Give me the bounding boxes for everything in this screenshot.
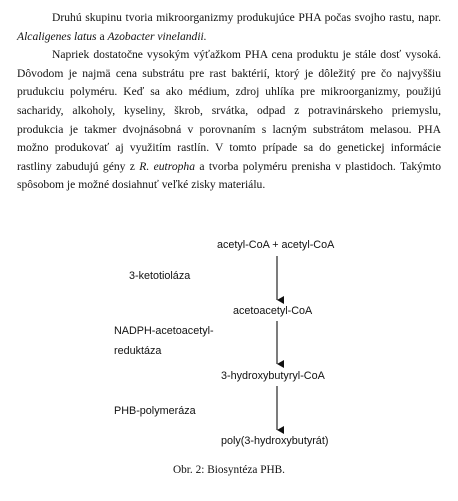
paragraph-1 bbox=[17, 9, 441, 46]
p2-text-b: a tvorba polyméru prenisha v plastidoch. Takýmto spôsobom je možné dosiahnuť veľké zisky materiálu. bbox=[17, 159, 441, 192]
p1-text-a: Druhú skupinu tvoria mikroorganizmy produkujúce PHA počas svojho rastu, napr. bbox=[52, 11, 441, 24]
p1-species-1: Alcaligenes latus bbox=[17, 29, 97, 43]
enzyme-reductase-line1: NADPH-acetoacetyl- bbox=[114, 325, 214, 337]
figure-caption: Obr. 2: Biosyntéza PHB. bbox=[172, 464, 286, 476]
node-poly-hydroxybutyrate: poly(3-hydroxybutyrát) bbox=[221, 435, 329, 447]
node-acetoacetyl-coa: acetoacetyl-CoA bbox=[233, 305, 313, 317]
body-text bbox=[17, 9, 441, 195]
enzyme-reductase-line2: reduktáza bbox=[114, 345, 162, 357]
p2-species: R. eutropha bbox=[139, 159, 196, 173]
paragraph-2 bbox=[17, 46, 441, 195]
p1-text-b: a bbox=[96, 29, 108, 43]
node-acetyl-coa: acetyl-CoA + acetyl-CoA bbox=[217, 239, 335, 251]
node-hydroxybutyryl-coa: 3-hydroxybutyryl-CoA bbox=[221, 370, 325, 382]
enzyme-phb-polymerase: PHB-polymeráza bbox=[114, 405, 196, 417]
p1-species-2: Azobacter vinelandii. bbox=[107, 29, 207, 43]
enzyme-ketothiolase: 3-ketotioláza bbox=[129, 270, 191, 282]
p2-text-a: Napriek dostatočne vysokým výťažkom PHA cena produktu je stále dosť vysoká. Dôvodom je najmä cena substrátu pre rast baktérií, ktorý je dôležitý pre čo najvyššiu prudukciu polyméru. Keď sa ako médium, zdroj uhlíka pre mikroorganizmy, použijú sacharidy, alkoholy, kyseliny, škrob, srvátka, odpad z potravinárskeho priemyslu, produkcia je takmer dvojnásobná v porovnaním s lacným substrátom melasou. PHA možno produkovať aj využitím rastlín. V tomto prípade sa do genetickej informácie rastliny zabudujú gény z bbox=[17, 48, 441, 173]
